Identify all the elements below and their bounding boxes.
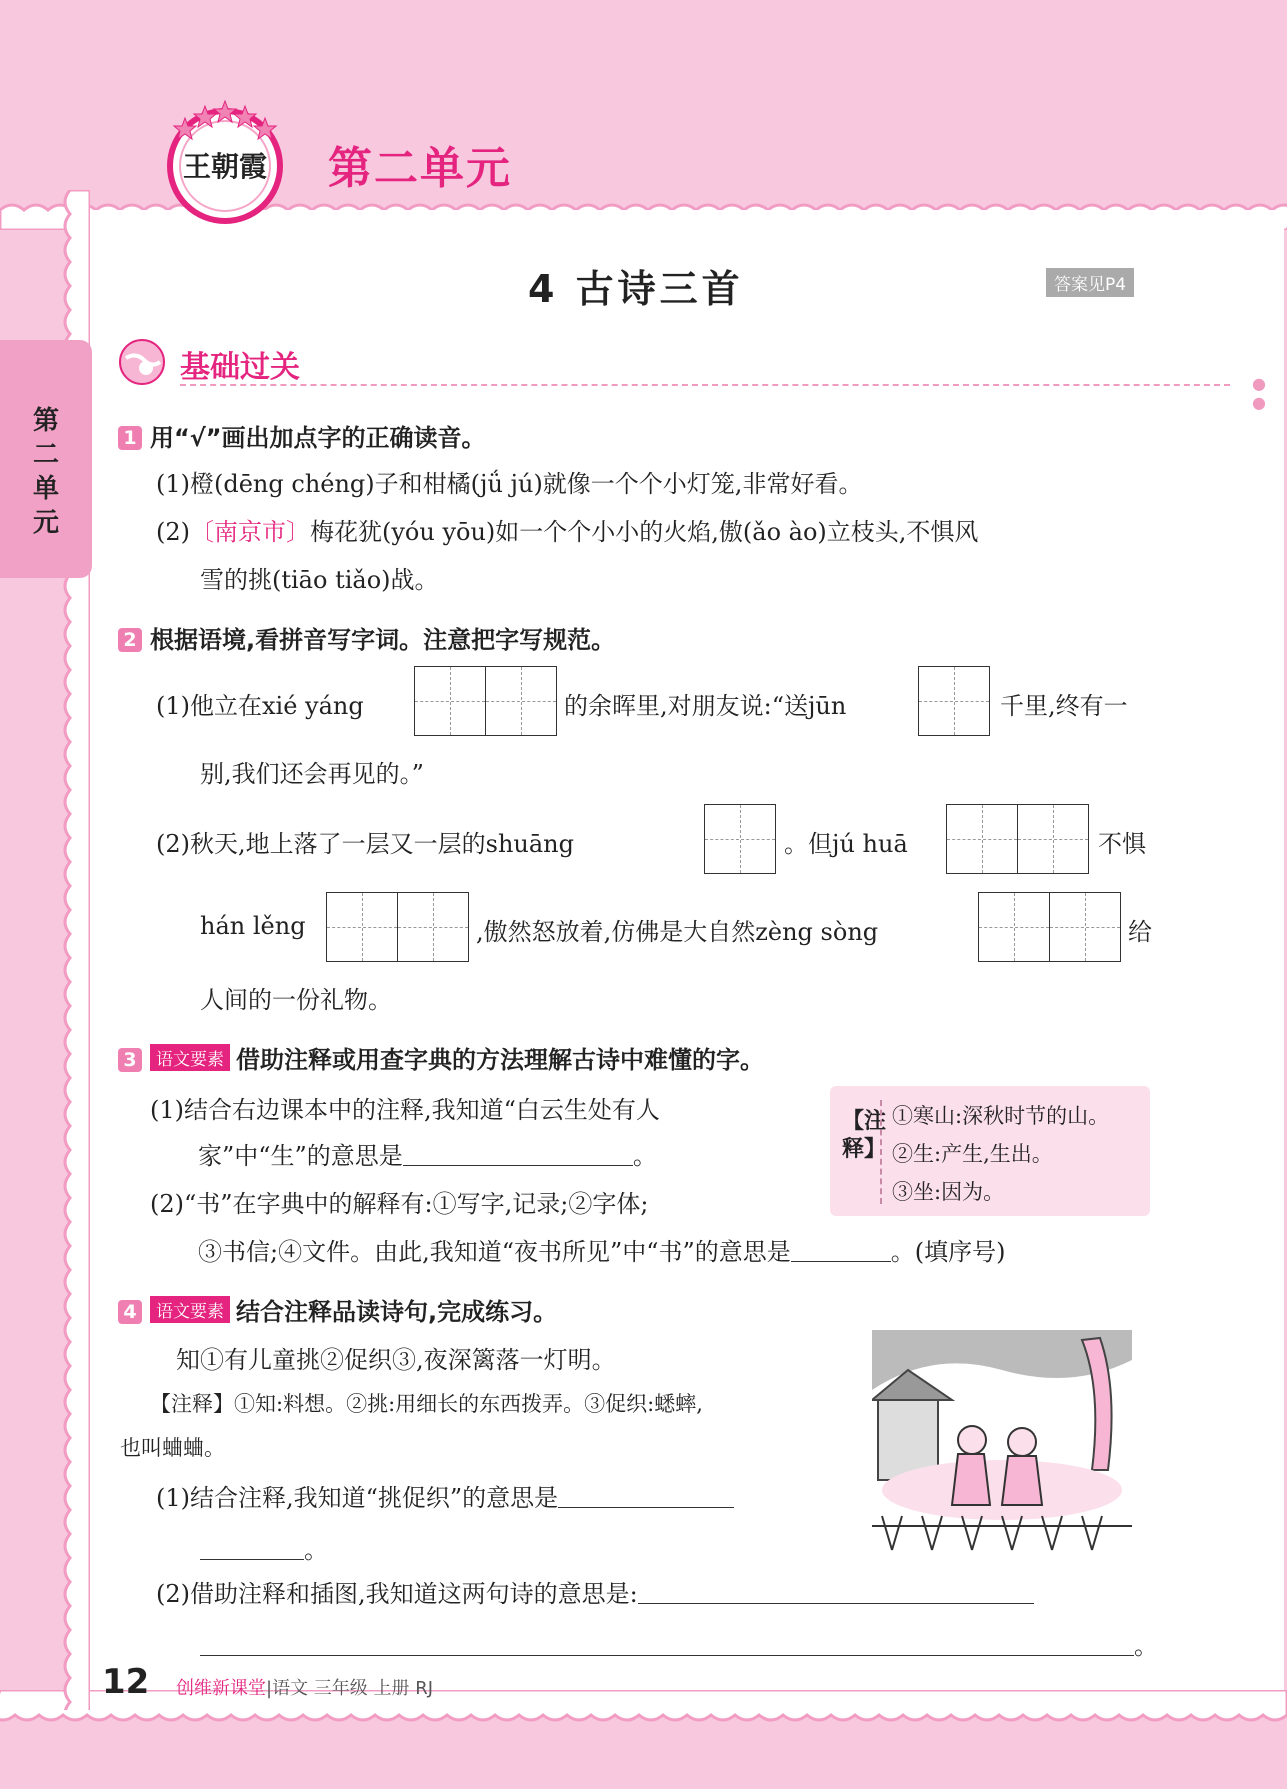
q4-line-2-cont bbox=[200, 1626, 1158, 1661]
question-4-prompt bbox=[118, 1292, 557, 1327]
q2-text-2d: hán lěng bbox=[200, 912, 306, 940]
q3-line-3: (2)“书”在字典中的解释有:①写字,记录;②字体; bbox=[150, 1190, 649, 1218]
question-text: 用“√”画出加点字的正确读音。 bbox=[150, 424, 486, 452]
poem-notes-1: 【注释】①知:料想。②挑:用细长的东西拨弄。③促织:蟋蟀, bbox=[150, 1392, 703, 1416]
question-number: 1 bbox=[118, 426, 142, 450]
series-info: |语文 三年级 上册 RJ bbox=[266, 1678, 434, 1699]
q3-line-2-text: 家”中“生”的意思是 bbox=[198, 1142, 403, 1170]
decor-dots: ● ● bbox=[1252, 374, 1266, 412]
side-tab-label: 第二单元 bbox=[32, 406, 59, 538]
q1-line-3: 雪的挑(tiāo tiǎo)战。 bbox=[200, 566, 439, 594]
q2-text-1b: 的余晖里,对朋友说:“送jūn bbox=[564, 692, 847, 720]
series-brand: 创维新课堂 bbox=[176, 1678, 266, 1699]
period: 。 bbox=[1134, 1632, 1158, 1660]
skill-tag: 语文要素 bbox=[150, 1044, 230, 1071]
question-2-prompt bbox=[118, 620, 615, 655]
q4-line-2-text: (2)借助注释和插图,我知道这两句诗的意思是: bbox=[156, 1580, 638, 1608]
question-number: 4 bbox=[118, 1300, 142, 1324]
q4-line-1-text: (1)结合注释,我知道“挑促织”的意思是 bbox=[156, 1484, 559, 1512]
write-grid-jun[interactable] bbox=[918, 666, 990, 736]
q2-text-1d: 别,我们还会再见的。” bbox=[200, 760, 424, 788]
section-header bbox=[118, 338, 1266, 412]
write-grid-juhua[interactable] bbox=[946, 804, 1089, 874]
answer-blank-meaning[interactable] bbox=[638, 1603, 1034, 1604]
q2-text-1a: (1)他立在xié yáng bbox=[156, 692, 364, 720]
globe-icon bbox=[118, 338, 166, 386]
answer-blank-tiaocuzhi[interactable] bbox=[558, 1507, 734, 1508]
section-label: 基础过关 bbox=[180, 350, 300, 385]
q2-text-2c: 不惧 bbox=[1098, 830, 1146, 858]
lesson-title: 4 古诗三首 bbox=[528, 267, 744, 311]
brand-logo bbox=[160, 96, 290, 226]
unit-title: 第二单元 bbox=[328, 143, 512, 194]
annotation-item: ①寒山:深秋时节的山。 bbox=[892, 1104, 1110, 1128]
q2-text-2b: 。但jú huā bbox=[784, 830, 908, 858]
period: 。 bbox=[632, 1142, 657, 1170]
logo-text: 王朝霞 bbox=[182, 150, 268, 183]
answer-blank-shu[interactable] bbox=[791, 1261, 891, 1262]
write-grid-xieyang[interactable] bbox=[414, 666, 557, 736]
q2-text-1c: 千里,终有一 bbox=[1000, 692, 1128, 720]
page-number: 12 bbox=[102, 1662, 150, 1702]
question-text: 借助注释或用查字典的方法理解古诗中难懂的字。 bbox=[236, 1046, 764, 1074]
q3-line-2 bbox=[198, 1136, 657, 1171]
children-catching-crickets-illustration bbox=[872, 1330, 1132, 1560]
question-text: 根据语境,看拼音写字词。注意把字写规范。 bbox=[150, 626, 616, 654]
q4-line-1 bbox=[156, 1478, 734, 1513]
annotation-item: ②生:产生,生出。 bbox=[892, 1142, 1053, 1166]
answer-blank-sheng[interactable] bbox=[403, 1165, 633, 1166]
annotation-box bbox=[830, 1086, 1150, 1216]
q3-line-1: (1)结合右边课本中的注释,我知道“白云生处有人 bbox=[150, 1096, 660, 1124]
q4-line-1-cont bbox=[200, 1530, 328, 1565]
q2-text-2f: 给 bbox=[1128, 918, 1152, 946]
poem-line: 知①有儿童挑②促织③,夜深篱落一灯明。 bbox=[176, 1346, 616, 1374]
skill-tag: 语文要素 bbox=[150, 1296, 230, 1323]
section-divider bbox=[180, 384, 1230, 386]
annotation-divider bbox=[880, 1100, 882, 1204]
q1-item-num: (2) bbox=[156, 518, 190, 546]
q3-line-4 bbox=[198, 1232, 1006, 1267]
annotation-label: 【注释】 bbox=[842, 1109, 887, 1162]
q1-line-2 bbox=[156, 512, 978, 547]
q1-line-1: (1)橙(dēng chéng)子和柑橘(jǘ jú)就像一个个小灯笼,非常好看。 bbox=[156, 470, 863, 498]
answer-reference-badge: 答案见P4 bbox=[1046, 268, 1134, 297]
city-tag: 〔南京市〕 bbox=[190, 518, 310, 546]
q1-line-2-text: 梅花犹(yóu yōu)如一个个小小的火焰,傲(ǎo ào)立枝头,不惧风 bbox=[310, 518, 979, 546]
question-3-prompt bbox=[118, 1040, 764, 1075]
question-text: 结合注释品读诗句,完成练习。 bbox=[236, 1298, 558, 1326]
question-number: 2 bbox=[118, 628, 142, 652]
q2-text-2g: 人间的一份礼物。 bbox=[200, 986, 392, 1014]
answer-blank-meaning-cont[interactable] bbox=[200, 1655, 1134, 1656]
unit-side-tab bbox=[0, 340, 92, 578]
question-number: 3 bbox=[118, 1048, 142, 1072]
period: 。 bbox=[304, 1536, 328, 1564]
q3-line-4-end: 。(填序号) bbox=[890, 1238, 1006, 1266]
annotation-item: ③坐:因为。 bbox=[892, 1180, 1005, 1204]
q4-line-2 bbox=[156, 1574, 1034, 1609]
q3-line-4-text: ③书信;④文件。由此,我知道“夜书所见”中“书”的意思是 bbox=[198, 1238, 791, 1266]
write-grid-shuang[interactable] bbox=[704, 804, 776, 874]
poem-notes-2: 也叫蛐蛐。 bbox=[120, 1436, 225, 1460]
write-grid-zengsong[interactable] bbox=[978, 892, 1121, 962]
write-grid-hanleng[interactable] bbox=[326, 892, 469, 962]
q2-text-2e: ,傲然怒放着,仿佛是大自然zèng sòng bbox=[476, 918, 879, 946]
footer-series bbox=[176, 1674, 433, 1700]
answer-blank-tiaocuzhi-cont[interactable] bbox=[200, 1559, 304, 1560]
question-1-prompt bbox=[118, 418, 486, 453]
q2-text-2a: (2)秋天,地上落了一层又一层的shuāng bbox=[156, 830, 574, 858]
